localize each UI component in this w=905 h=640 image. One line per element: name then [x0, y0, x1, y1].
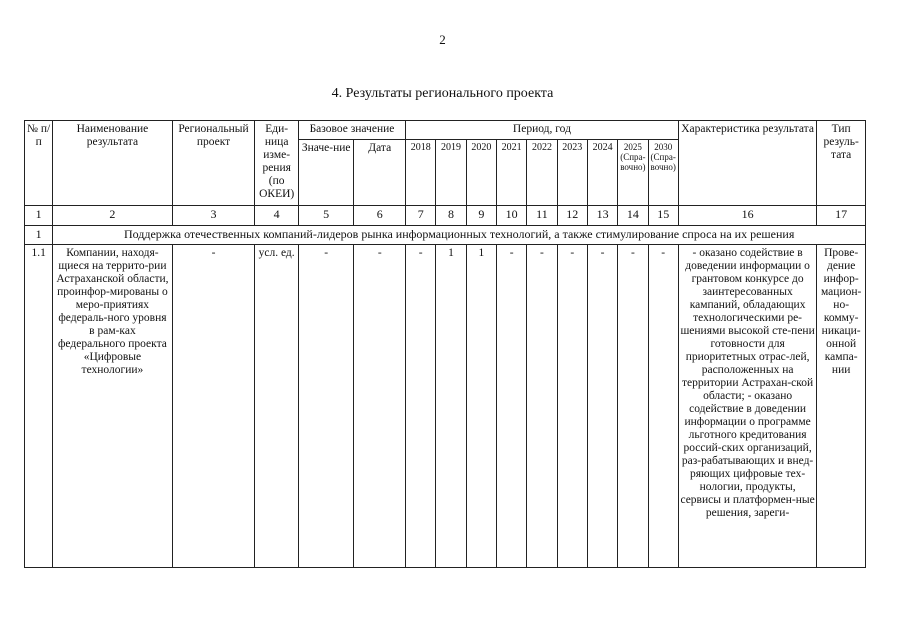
column-number: 9 — [466, 206, 496, 226]
row-value-2018: - — [406, 245, 436, 568]
table-row — [25, 245, 866, 568]
column-number-row — [25, 206, 866, 226]
page-number: 2 — [439, 32, 446, 47]
column-number: 3 — [172, 206, 255, 226]
header-name: Наименование результата — [53, 121, 172, 206]
header-year-2020: 2020 — [466, 140, 496, 206]
column-number: 1 — [25, 206, 53, 226]
column-number: 12 — [557, 206, 587, 226]
row-type: Прове-дение инфор-мацион-но-комму-никаци-онной кампа-нии — [817, 245, 866, 568]
header-type: Тип резуль-тата — [817, 121, 866, 206]
header-row-top — [25, 121, 866, 140]
header-num: № п/п — [25, 121, 53, 206]
row-value-2025: - — [618, 245, 648, 568]
header-period: Период, год — [406, 121, 679, 140]
column-number: 7 — [406, 206, 436, 226]
header-year-2023: 2023 — [557, 140, 587, 206]
header-year-2024: 2024 — [587, 140, 617, 206]
year-2025-label: 2025 — [623, 142, 642, 152]
row-value-2023: - — [557, 245, 587, 568]
header-year-2019: 2019 — [436, 140, 466, 206]
column-number: 16 — [678, 206, 816, 226]
row-value-2024: - — [587, 245, 617, 568]
column-number: 8 — [436, 206, 466, 226]
year-2025-note: (Спра-вочно) — [620, 152, 646, 172]
row-value-2022: - — [527, 245, 557, 568]
row-value-2021: - — [496, 245, 526, 568]
year-2030-note: (Спра-вочно) — [650, 152, 676, 172]
row-project: - — [172, 245, 255, 568]
row-characteristic: - оказано содействие в доведении информации о грантовом конкурсе до заинтересованных кампаний, обладающих технологическими ре-шениями высокой сте-пени готовности для приоритетных отрас-лей, расположенных на территории Астрахан-ской области; - оказано содействие в доведении информации о программе льготного кредитования россий-ских организаций, раз-рабатывающих и внед-ряющих цифровые тех-нологии, продукты, сервисы и платформен-ные решения, зареги- — [678, 245, 816, 568]
row-base-value: - — [298, 245, 354, 568]
column-number: 10 — [496, 206, 526, 226]
header-base-date: Дата — [354, 140, 406, 206]
column-number: 5 — [298, 206, 354, 226]
header-year-2025 — [618, 140, 648, 206]
column-number: 17 — [817, 206, 866, 226]
row-value-2030: - — [648, 245, 678, 568]
row-value-2020: 1 — [466, 245, 496, 568]
section-num: 1 — [25, 226, 53, 245]
results-table — [24, 120, 866, 568]
header-year-2022: 2022 — [527, 140, 557, 206]
row-value-2019: 1 — [436, 245, 466, 568]
header-project: Региональный проект — [172, 121, 255, 206]
section-row — [25, 226, 866, 245]
header-year-2018: 2018 — [406, 140, 436, 206]
row-base-date: - — [354, 245, 406, 568]
row-num: 1.1 — [25, 245, 53, 568]
column-number: 14 — [618, 206, 648, 226]
row-unit: усл. ед. — [255, 245, 298, 568]
section-text: Поддержка отечественных компаний-лидеров рынка информационных технологий, а также стимулирование спроса на их решения — [53, 226, 866, 245]
column-number: 13 — [587, 206, 617, 226]
header-characteristic: Характеристика результата — [678, 121, 816, 206]
header-base: Базовое значение — [298, 121, 405, 140]
year-2030-label: 2030 — [654, 142, 673, 152]
column-number: 2 — [53, 206, 172, 226]
column-number: 4 — [255, 206, 298, 226]
header-year-2021: 2021 — [496, 140, 526, 206]
header-year-2030 — [648, 140, 678, 206]
section-title: 4. Результаты регионального проекта — [331, 86, 554, 101]
row-name: Компании, находя-щиеся на террито-рии Астраханской области, проинфор-мированы о меро-приятиях федераль-ного уровня в рам-ках федерального проекта «Цифровые технологии» — [53, 245, 172, 568]
header-base-value: Значе-ние — [298, 140, 354, 206]
column-number: 15 — [648, 206, 678, 226]
column-number: 11 — [527, 206, 557, 226]
header-unit: Еди-ница изме-рения (по ОКЕИ) — [255, 121, 298, 206]
column-number: 6 — [354, 206, 406, 226]
